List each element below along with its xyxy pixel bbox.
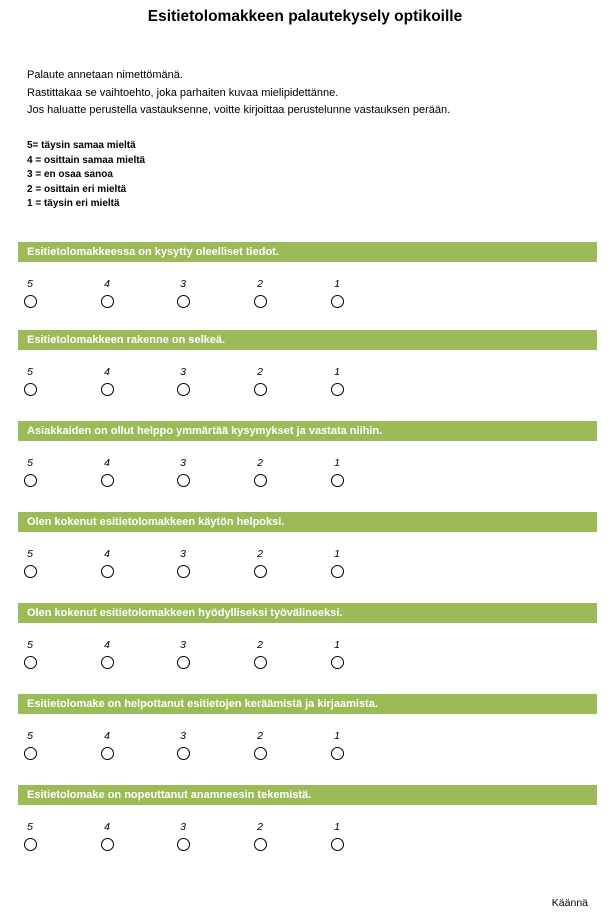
option-label: 1 — [334, 278, 340, 290]
turn-page-label: Käännä — [551, 897, 588, 909]
answer-option — [327, 638, 347, 669]
radio-button[interactable] — [177, 474, 190, 487]
answer-option — [173, 820, 193, 851]
radio-button[interactable] — [24, 295, 37, 308]
answer-option — [97, 456, 117, 487]
scale-item: 5= täysin samaa mieltä — [27, 140, 136, 151]
question-header: Esitietolomake on nopeuttanut anamneesin tekemistä. — [18, 785, 597, 805]
option-label: 4 — [104, 457, 110, 469]
answer-option — [173, 547, 193, 578]
option-label: 3 — [180, 366, 186, 378]
answer-option — [173, 365, 193, 396]
radio-button[interactable] — [254, 747, 267, 760]
option-label: 4 — [104, 548, 110, 560]
radio-button[interactable] — [24, 747, 37, 760]
option-label: 3 — [180, 548, 186, 560]
option-label: 5 — [27, 457, 33, 469]
scale-item: 4 = osittain samaa mieltä — [27, 154, 146, 166]
answer-option — [173, 277, 193, 308]
answer-options — [18, 805, 597, 865]
scale-item: 2 = osittain eri mieltä — [27, 183, 127, 195]
option-label: 5 — [27, 366, 33, 378]
option-label: 1 — [334, 457, 340, 469]
answer-option — [327, 547, 347, 578]
option-label: 2 — [257, 639, 263, 651]
answer-option — [97, 820, 117, 851]
option-label: 4 — [104, 730, 110, 742]
answer-option — [250, 365, 270, 396]
answer-option — [173, 638, 193, 669]
option-label: 3 — [180, 457, 186, 469]
radio-button[interactable] — [331, 295, 344, 308]
answer-option — [250, 729, 270, 760]
answer-options — [18, 532, 597, 592]
answer-option — [327, 820, 347, 851]
question-header: Olen kokenut esitietolomakkeen hyödylliseksi työvälineeksi. — [18, 603, 597, 623]
option-label: 2 — [257, 278, 263, 290]
question-block — [18, 512, 597, 592]
radio-button[interactable] — [177, 656, 190, 669]
answer-option — [327, 456, 347, 487]
answer-options — [18, 262, 597, 322]
answer-options — [18, 441, 597, 501]
answer-option — [20, 456, 40, 487]
radio-button[interactable] — [24, 565, 37, 578]
radio-button[interactable] — [101, 656, 114, 669]
option-label: 5 — [27, 548, 33, 560]
option-label: 1 — [334, 639, 340, 651]
radio-button[interactable] — [24, 474, 37, 487]
option-label: 5 — [27, 639, 33, 651]
radio-button[interactable] — [177, 747, 190, 760]
radio-button[interactable] — [101, 838, 114, 851]
radio-button[interactable] — [331, 565, 344, 578]
radio-button[interactable] — [331, 747, 344, 760]
answer-option — [20, 547, 40, 578]
question-block — [18, 785, 597, 865]
answer-option — [97, 729, 117, 760]
answer-option — [327, 365, 347, 396]
radio-button[interactable] — [177, 565, 190, 578]
radio-button[interactable] — [24, 838, 37, 851]
answer-option — [97, 638, 117, 669]
radio-button[interactable] — [254, 656, 267, 669]
question-header: Esitietolomakkeen rakenne on selkeä. — [18, 330, 597, 350]
option-label: 2 — [257, 457, 263, 469]
answer-option — [250, 820, 270, 851]
answer-options — [18, 714, 597, 774]
option-label: 4 — [104, 366, 110, 378]
scale-legend — [27, 139, 145, 212]
question-block — [18, 694, 597, 774]
answer-options — [18, 350, 597, 410]
radio-button[interactable] — [254, 565, 267, 578]
scale-item: 3 = en osaa sanoa — [27, 169, 113, 180]
option-label: 5 — [27, 278, 33, 290]
option-label: 4 — [104, 821, 110, 833]
question-header: Olen kokenut esitietolomakkeen käytön helpoksi. — [18, 512, 597, 532]
intro-line: Palaute annetaan nimettömänä. — [27, 69, 183, 81]
answer-option — [250, 277, 270, 308]
answer-option — [20, 277, 40, 308]
question-block — [18, 330, 597, 410]
option-label: 2 — [257, 366, 263, 378]
radio-button[interactable] — [101, 383, 114, 396]
option-label: 3 — [180, 639, 186, 651]
option-label: 3 — [180, 278, 186, 290]
answer-option — [327, 729, 347, 760]
question-header: Esitietolomakkeessa on kysytty oleelliset tiedot. — [18, 242, 597, 262]
answer-option — [250, 638, 270, 669]
option-label: 5 — [27, 730, 33, 742]
answer-option — [97, 365, 117, 396]
answer-option — [173, 456, 193, 487]
radio-button[interactable] — [331, 656, 344, 669]
radio-button[interactable] — [101, 565, 114, 578]
answer-options — [18, 623, 597, 683]
answer-option — [173, 729, 193, 760]
option-label: 1 — [334, 730, 340, 742]
intro-text — [27, 67, 450, 120]
question-block — [18, 242, 597, 322]
intro-line: Rastittakaa se vaihtoehto, joka parhaiten kuvaa mielipidettänne. — [27, 86, 339, 99]
radio-button[interactable] — [24, 383, 37, 396]
radio-button[interactable] — [177, 383, 190, 396]
intro-line: Jos haluatte perustella vastauksenne, voitte kirjoittaa perustelunne vastauksen perään. — [27, 104, 451, 116]
question-header: Asiakkaiden on ollut helppo ymmärtää kysymykset ja vastata niihin. — [18, 421, 597, 441]
option-label: 1 — [334, 548, 340, 560]
page-title: Esitietolomakkeen palautekysely optikoille — [147, 8, 463, 25]
option-label: 1 — [334, 821, 340, 833]
option-label: 3 — [180, 730, 186, 742]
answer-option — [250, 456, 270, 487]
answer-option — [20, 729, 40, 760]
option-label: 2 — [257, 821, 263, 833]
radio-button[interactable] — [101, 295, 114, 308]
radio-button[interactable] — [331, 838, 344, 851]
scale-item: 1 = täysin eri mieltä — [27, 198, 120, 209]
option-label: 1 — [334, 366, 340, 378]
option-label: 2 — [257, 730, 263, 742]
option-label: 5 — [27, 821, 33, 833]
radio-button[interactable] — [254, 838, 267, 851]
radio-button[interactable] — [101, 474, 114, 487]
radio-button[interactable] — [101, 747, 114, 760]
answer-option — [20, 820, 40, 851]
option-label: 3 — [180, 821, 186, 833]
radio-button[interactable] — [254, 383, 267, 396]
radio-button[interactable] — [24, 656, 37, 669]
answer-option — [20, 365, 40, 396]
option-label: 2 — [257, 548, 263, 560]
option-label: 4 — [104, 639, 110, 651]
answer-option — [327, 277, 347, 308]
answer-option — [97, 277, 117, 308]
question-block — [18, 603, 597, 683]
radio-button[interactable] — [177, 838, 190, 851]
answer-option — [97, 547, 117, 578]
radio-button[interactable] — [177, 295, 190, 308]
radio-button[interactable] — [254, 474, 267, 487]
question-block — [18, 421, 597, 501]
question-header: Esitietolomake on helpottanut esitietojen keräämistä ja kirjaamista. — [18, 694, 597, 714]
radio-button[interactable] — [331, 383, 344, 396]
radio-button[interactable] — [331, 474, 344, 487]
radio-button[interactable] — [254, 295, 267, 308]
answer-option — [20, 638, 40, 669]
answer-option — [250, 547, 270, 578]
option-label: 4 — [104, 278, 110, 290]
